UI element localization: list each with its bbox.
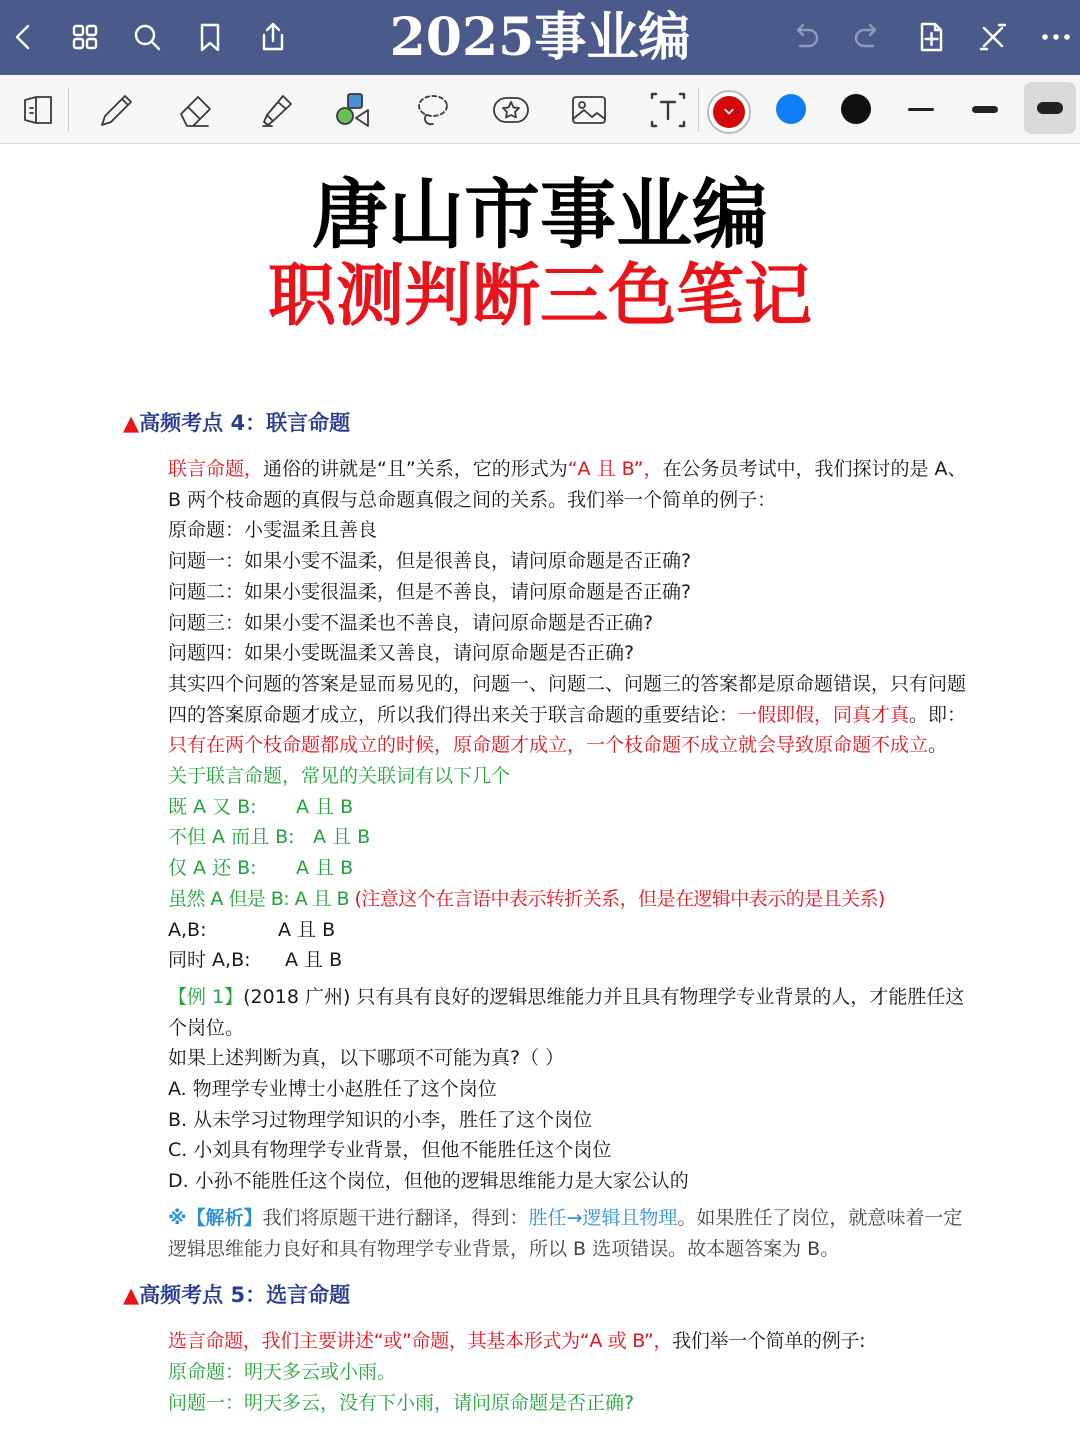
option-c: C. 小刘具有物理学专业背景，但他不能胜任这个岗位: [168, 1139, 612, 1162]
connective-row: 虽然 A 但是 B: A 且 B (注意这个在言语中表示转折关系，但是在逻辑中表示的是且关系): [168, 887, 885, 910]
paragraph: 联言命题，通俗的讲就是“且”关系，它的形式为“A 且 B”，在公务员考试中，我们探讨的是 A、B 两个枝命题的真假与总命题真假之间的关系。我们举一个简单的例子：: [168, 458, 967, 511]
redo-icon[interactable]: [845, 14, 891, 60]
reader-mode-icon[interactable]: [13, 85, 63, 135]
line-width-thin[interactable]: [908, 108, 934, 111]
section-heading-5: [123, 1278, 973, 1312]
color-black-swatch[interactable]: [841, 94, 871, 124]
close-icon[interactable]: [970, 14, 1016, 60]
option-b: B. 从未学习过物理学知识的小李，胜任了这个岗位: [168, 1108, 593, 1131]
option-d: D. 小孙不能胜任这个岗位，但他的逻辑思维能力是大家公认的: [168, 1170, 689, 1193]
add-page-icon[interactable]: [908, 14, 954, 60]
highlighter-icon[interactable]: [251, 85, 301, 135]
app-title: 2025事业编: [389, 7, 691, 68]
share-icon[interactable]: [250, 14, 296, 60]
triangle-icon: ▲: [123, 411, 140, 435]
note-content: [123, 406, 973, 1418]
sticker-icon[interactable]: [486, 85, 536, 135]
connective-row: 仅 A 还 B: A 且 B: [168, 857, 354, 880]
connectives-title: 关于联言命题，常见的关联词有以下几个: [168, 765, 511, 788]
undo-icon[interactable]: [782, 14, 828, 60]
connective-row: A,B: A 且 B: [168, 918, 336, 941]
question-prompt: 如果上述判断为真，以下哪项不可能为真?（ ）: [168, 1047, 565, 1070]
document-page: [0, 144, 1080, 1440]
example-question: 【例 1】(2018 广州) 只有具有良好的逻辑思维能力并且具有物理学专业背景的人，才能胜任这个岗位。: [168, 985, 965, 1039]
example-line: 问题三：如果小雯不温柔也不善良，请问原命题是否正确?: [168, 611, 654, 634]
page-title: 唐山市事业编: [312, 170, 768, 259]
connective-row: 既 A 又 B: A 且 B: [168, 795, 354, 818]
image-icon[interactable]: [564, 85, 614, 135]
example-line: 问题四：如果小雯既温柔又善良，请问原命题是否正确?: [168, 642, 635, 665]
line-width-medium[interactable]: [972, 106, 998, 113]
section-heading-4: [123, 406, 973, 440]
eraser-icon[interactable]: [171, 85, 221, 135]
paragraph: 其实四个问题的答案是显而易见的，问题一、问题二、问题三的答案都是原命题错误，只有问题四的答案原命题才成立，所以我们得出来关于联言命题的重要结论：一假即假，同真才真。即：只有在两个枝命题都成立的时候，原命题才成立，一个枝命题不成立就会导致原命题不成立。: [168, 672, 967, 757]
connective-row: 不但 A 而且 B: A 且 B: [168, 826, 371, 849]
pen-icon[interactable]: [91, 85, 141, 135]
lasso-icon[interactable]: [408, 85, 458, 135]
example-line: 原命题：明天多云或小雨。: [168, 1360, 397, 1383]
example-line: 问题一：明天多云，没有下小雨，请问原命题是否正确?: [168, 1391, 635, 1414]
grid-icon[interactable]: [62, 14, 108, 60]
section-title: 高频考点 4：联言命题: [139, 411, 351, 435]
line-width-thick[interactable]: [1037, 102, 1063, 114]
page-subtitle: 职测判断三色笔记: [267, 256, 812, 336]
title-bar: [0, 0, 1080, 75]
text-icon[interactable]: [643, 85, 693, 135]
chevron-down-icon: [721, 104, 737, 120]
option-a: A. 物理学专业博士小赵胜任了这个岗位: [168, 1078, 497, 1101]
example-line: 原命题：小雯温柔且善良: [168, 519, 378, 542]
example-line: 问题二：如果小雯很温柔，但是不善良，请问原命题是否正确?: [168, 580, 692, 603]
connective-row: 同时 A,B: A 且 B: [168, 949, 343, 972]
search-icon[interactable]: [124, 14, 170, 60]
paragraph: 选言命题，我们主要讲述“或”命题，其基本形式为“A 或 B”，我们举一个简单的例子:: [168, 1330, 866, 1353]
back-icon[interactable]: [0, 14, 46, 60]
shapes-icon[interactable]: [329, 85, 379, 135]
section-title: 高频考点 5：选言命题: [139, 1283, 351, 1308]
toolbar-divider: [698, 88, 699, 132]
toolbar-divider: [68, 88, 69, 132]
triangle-icon: ▲: [123, 1283, 140, 1308]
analysis: ※【解析】我们将原题干进行翻译，得到：胜任→逻辑且物理。如果胜任了岗位，就意味着一定逻辑思维能力良好和具有物理学专业背景，所以 B 选项错误。故本题答案为 B。: [168, 1206, 963, 1260]
more-icon[interactable]: [1033, 14, 1079, 60]
example-line: 问题一：如果小雯不温柔，但是很善良，请问原命题是否正确?: [168, 550, 692, 573]
color-blue-swatch[interactable]: [776, 94, 806, 124]
bookmark-icon[interactable]: [187, 14, 233, 60]
